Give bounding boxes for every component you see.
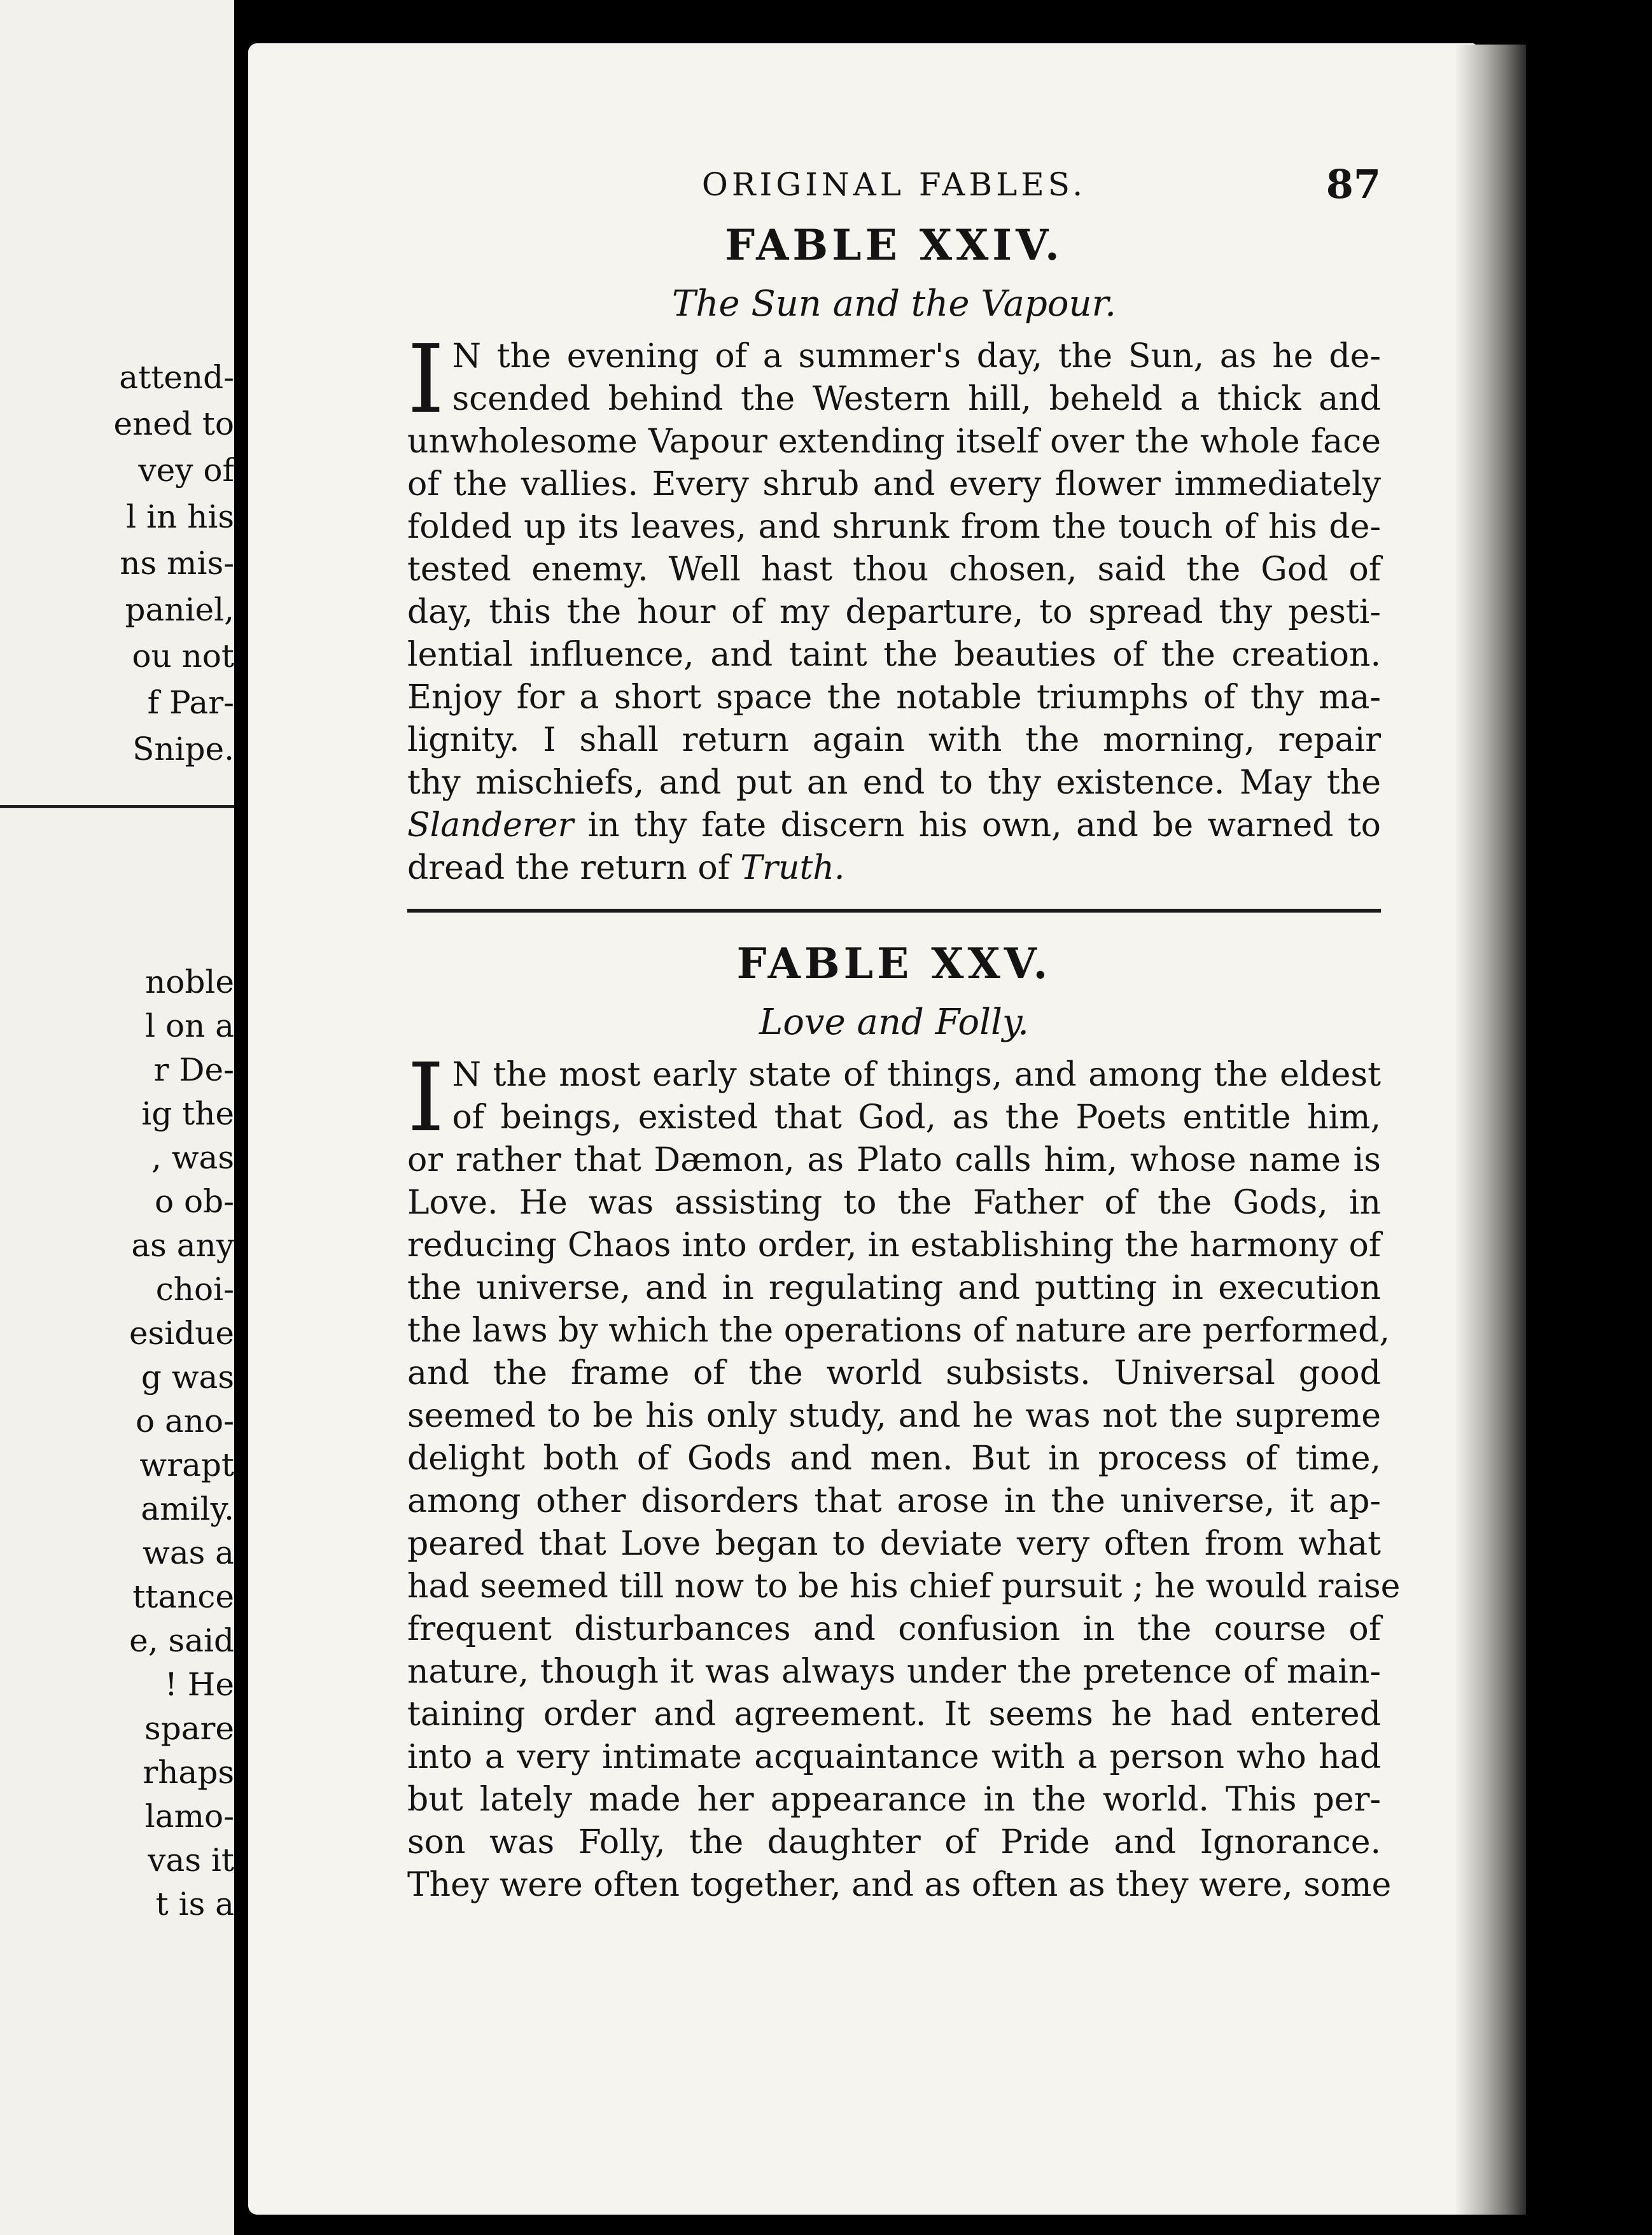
fable-24-line: N the evening of a summer's day, the Sun, as he de- bbox=[452, 337, 1381, 375]
fable-24-line: tested enemy. Well hast thou chosen, said the God of bbox=[407, 550, 1381, 589]
fable-25-body bbox=[407, 1043, 1401, 1907]
truth-italic: Truth. bbox=[740, 849, 845, 887]
fable-25-drop-cap: I bbox=[407, 1043, 445, 1153]
fable-25-line: or rather that Dæmon, as Plato calls him, whose name is bbox=[407, 1141, 1381, 1179]
fable-25-line: frequent disturbances and confusion in the course of bbox=[407, 1610, 1381, 1648]
fable-24-drop-cap: I bbox=[407, 325, 445, 434]
fable-24-subtitle: The Sun and the Vapour. bbox=[671, 283, 1116, 325]
left-page-line: ns mis- bbox=[120, 545, 234, 582]
left-page-line: r De- bbox=[153, 1051, 234, 1088]
left-page-line: rhaps bbox=[143, 1754, 234, 1791]
fable-25-line: of beings, existed that God, as the Poets entitle him, bbox=[452, 1098, 1381, 1137]
left-page-line: wrapt bbox=[139, 1447, 234, 1483]
left-page-line: ig the bbox=[141, 1095, 234, 1132]
fable-25-title: FABLE XXV. bbox=[736, 939, 1052, 988]
left-page-line: ened to bbox=[113, 405, 234, 442]
fable-24-line: scended behind the Western hill, beheld a thick and bbox=[452, 380, 1381, 418]
fable-25-line: among other disorders that arose in the universe, it ap- bbox=[407, 1482, 1381, 1520]
slanderer-italic: Slanderer bbox=[407, 806, 574, 844]
left-page-line: f Par- bbox=[147, 684, 234, 721]
fable-25-line: delight both of Gods and men. But in process of time, bbox=[407, 1440, 1381, 1478]
fable-25-line: seemed to be his only study, and he was not the supreme bbox=[407, 1397, 1381, 1435]
fable-24-line: folded up its leaves, and shrunk from the touch of his de- bbox=[407, 508, 1381, 546]
fable-24-line: day, this the hour of my departure, to spread thy pesti- bbox=[407, 593, 1381, 631]
left-page-line: g was bbox=[141, 1359, 234, 1396]
fable-25-subtitle: Love and Folly. bbox=[759, 1002, 1029, 1043]
fable-25-line: had seemed till now to be his chief pursuit ; he would raise bbox=[407, 1567, 1401, 1606]
book-gutter bbox=[234, 0, 248, 2235]
fable-24-line: lignity. I shall return again with the morning, repair bbox=[407, 721, 1381, 759]
fable-25-line: and the frame of the world subsists. Universal good bbox=[407, 1354, 1381, 1392]
left-page-line: choi- bbox=[155, 1271, 234, 1308]
fable-25-line: They were often together, and as often as they were, some bbox=[407, 1866, 1392, 1904]
fable-24-title: FABLE XXIV. bbox=[725, 220, 1063, 270]
fable-24-line: thy mischiefs, and put an end to thy existence. May the bbox=[407, 764, 1381, 802]
left-page-line: as any bbox=[131, 1227, 234, 1264]
left-page-line: attend- bbox=[119, 359, 234, 396]
page-text-block bbox=[407, 156, 1401, 1907]
left-page-line: o ob- bbox=[155, 1183, 234, 1220]
running-title: ORIGINAL FABLES. bbox=[701, 166, 1087, 203]
fable-24-line: lential influence, and taint the beauties of the creation. bbox=[407, 636, 1381, 674]
fable-25-line: the universe, and in regulating and putting in execution bbox=[407, 1269, 1381, 1307]
left-page-line: ! He bbox=[164, 1666, 234, 1703]
fable-25-line: nature, though it was always under the pretence of main- bbox=[407, 1653, 1381, 1691]
left-page-line: e, said bbox=[129, 1622, 234, 1659]
left-page-line: lamo- bbox=[144, 1798, 234, 1835]
fable-25-line: the laws by which the operations of nature are performed, bbox=[407, 1312, 1390, 1350]
left-page-line: t is a bbox=[155, 1886, 234, 1923]
left-page-line: , was bbox=[151, 1139, 234, 1176]
fable-24-line: unwholesome Vapour extending itself over the whole face bbox=[407, 423, 1381, 461]
left-page-divider bbox=[0, 805, 234, 808]
fable-25-line: Love. He was assisting to the Father of the Gods, in bbox=[407, 1184, 1381, 1222]
fable-24-line-12-rest: in thy fate discern his own, and be warned to bbox=[573, 806, 1381, 844]
left-page-line: paniel, bbox=[125, 591, 234, 628]
left-page-line: ttance bbox=[132, 1578, 234, 1615]
fable-25-line: reducing Chaos into order, in establishing the harmony of bbox=[407, 1226, 1381, 1265]
fable-25-line: into a very intimate acquaintance with a person who had bbox=[407, 1738, 1381, 1776]
left-page-line: o ano- bbox=[135, 1403, 234, 1440]
fable-25-line: son was Folly, the daughter of Pride and Ignorance. bbox=[407, 1823, 1381, 1861]
fable-25-line: N the most early state of things, and among the eldest bbox=[452, 1056, 1381, 1094]
fable-24-line: Enjoy for a short space the notable triumphs of thy ma- bbox=[407, 678, 1381, 717]
left-page-line: esidue bbox=[129, 1315, 234, 1352]
left-page-line: spare bbox=[144, 1710, 234, 1747]
left-page-line: vas it bbox=[148, 1842, 234, 1879]
left-page-line: ou not bbox=[132, 638, 234, 675]
left-page-fragment bbox=[0, 0, 234, 2235]
fable-24-line: of the vallies. Every shrub and every flower immediately bbox=[407, 465, 1381, 503]
left-page-line: vey of bbox=[138, 452, 234, 489]
fable-24-line-13-pre: dread the return of bbox=[407, 849, 741, 887]
left-page-line: l on a bbox=[145, 1007, 234, 1044]
left-page-line: Snipe. bbox=[132, 731, 234, 767]
fable-24-line-slanderer bbox=[407, 804, 1381, 847]
fable-25-line: but lately made her appearance in the world. This per- bbox=[407, 1781, 1381, 1819]
left-page-line: l in his bbox=[126, 498, 234, 535]
page-edge-shadow bbox=[1456, 45, 1526, 2215]
fable-24-body bbox=[407, 325, 1381, 890]
fable-25-line: peared that Love began to deviate very often from what bbox=[407, 1525, 1381, 1563]
page-number: 87 bbox=[1326, 161, 1381, 207]
running-head bbox=[407, 156, 1381, 213]
fable-divider-rule bbox=[407, 909, 1381, 913]
left-page-line: noble bbox=[145, 963, 234, 1000]
left-page-line: was a bbox=[143, 1534, 234, 1571]
fable-24-line-truth bbox=[407, 847, 1381, 890]
fable-25-line: taining order and agreement. It seems he had entered bbox=[407, 1695, 1381, 1734]
left-page-line: amily. bbox=[141, 1490, 234, 1527]
